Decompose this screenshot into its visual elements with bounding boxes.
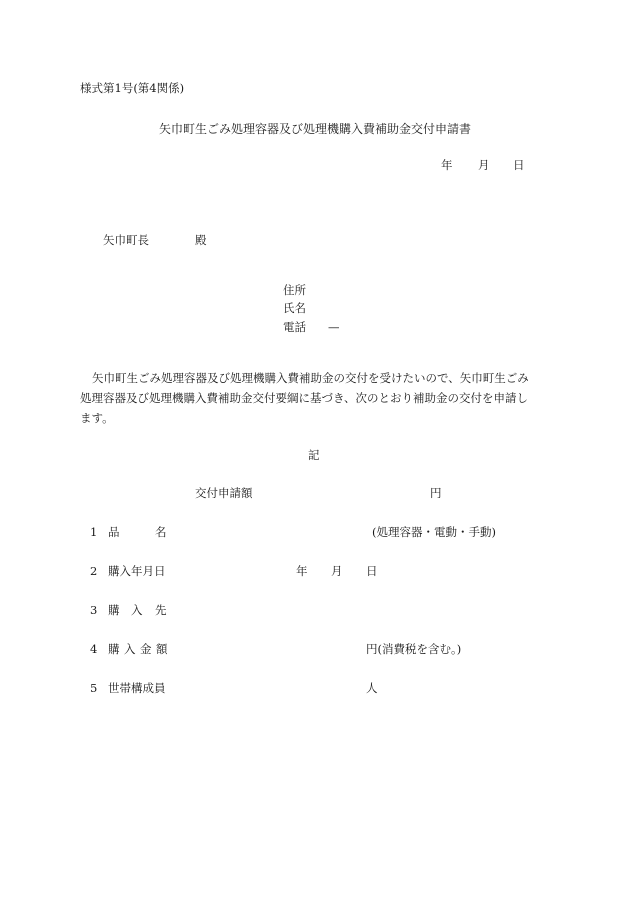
body-line: 処理容器及び処理機購入費補助金交付要綱に基づき、次のとおり補助金の交付を申請し: [80, 391, 529, 405]
address-label: 住所: [283, 283, 306, 297]
item-label: 購: [108, 642, 120, 656]
item-number: 2: [90, 564, 98, 578]
date-month: 月: [478, 158, 490, 172]
item-label: 入: [124, 642, 136, 656]
item-label: 購: [108, 603, 120, 617]
item-day: 日: [366, 564, 378, 578]
item-label: 品: [108, 525, 120, 539]
item-number: 4: [90, 642, 98, 656]
document-title: 矢巾町生ごみ処理容器及び処理機購入費補助金交付申請書: [158, 122, 471, 136]
amount-label: 交付申請額: [195, 486, 253, 500]
body-line: 矢巾町生ごみ処理容器及び処理機購入費補助金の交付を受けたいので、矢巾町生ごみ: [92, 371, 529, 385]
item-number: 3: [90, 603, 98, 617]
date-year: 年: [441, 158, 453, 172]
form-number: 様式第1号(第4関係): [80, 81, 185, 95]
item-year: 年: [296, 564, 308, 578]
item-note: 円(消費税を含む。): [366, 642, 462, 656]
item-label: 金: [140, 642, 152, 656]
item-label: 名: [155, 525, 167, 539]
item-number: 5: [90, 681, 98, 695]
item-label: 額: [156, 642, 168, 656]
item-unit: 人: [366, 681, 378, 695]
name-label: 氏名: [283, 301, 306, 315]
item-label: 世帯構成員: [108, 681, 166, 695]
addressee-honorific: 殿: [195, 233, 207, 247]
body-paragraph: [80, 368, 554, 428]
ki-heading: 記: [308, 448, 320, 462]
addressee-name: 矢巾町長: [103, 233, 149, 247]
phone-separator: —: [328, 320, 340, 334]
item-number: 1: [90, 525, 98, 539]
body-line: ます。: [80, 411, 114, 425]
item-label: 購入年月日: [108, 564, 166, 578]
item-label: 入: [131, 603, 143, 617]
amount-unit: 円: [430, 486, 442, 500]
item-note: (処理容器・電動・手動): [372, 525, 496, 539]
date-day: 日: [513, 158, 525, 172]
item-label: 先: [155, 603, 167, 617]
phone-label: 電話: [283, 320, 306, 334]
item-month: 月: [331, 564, 343, 578]
